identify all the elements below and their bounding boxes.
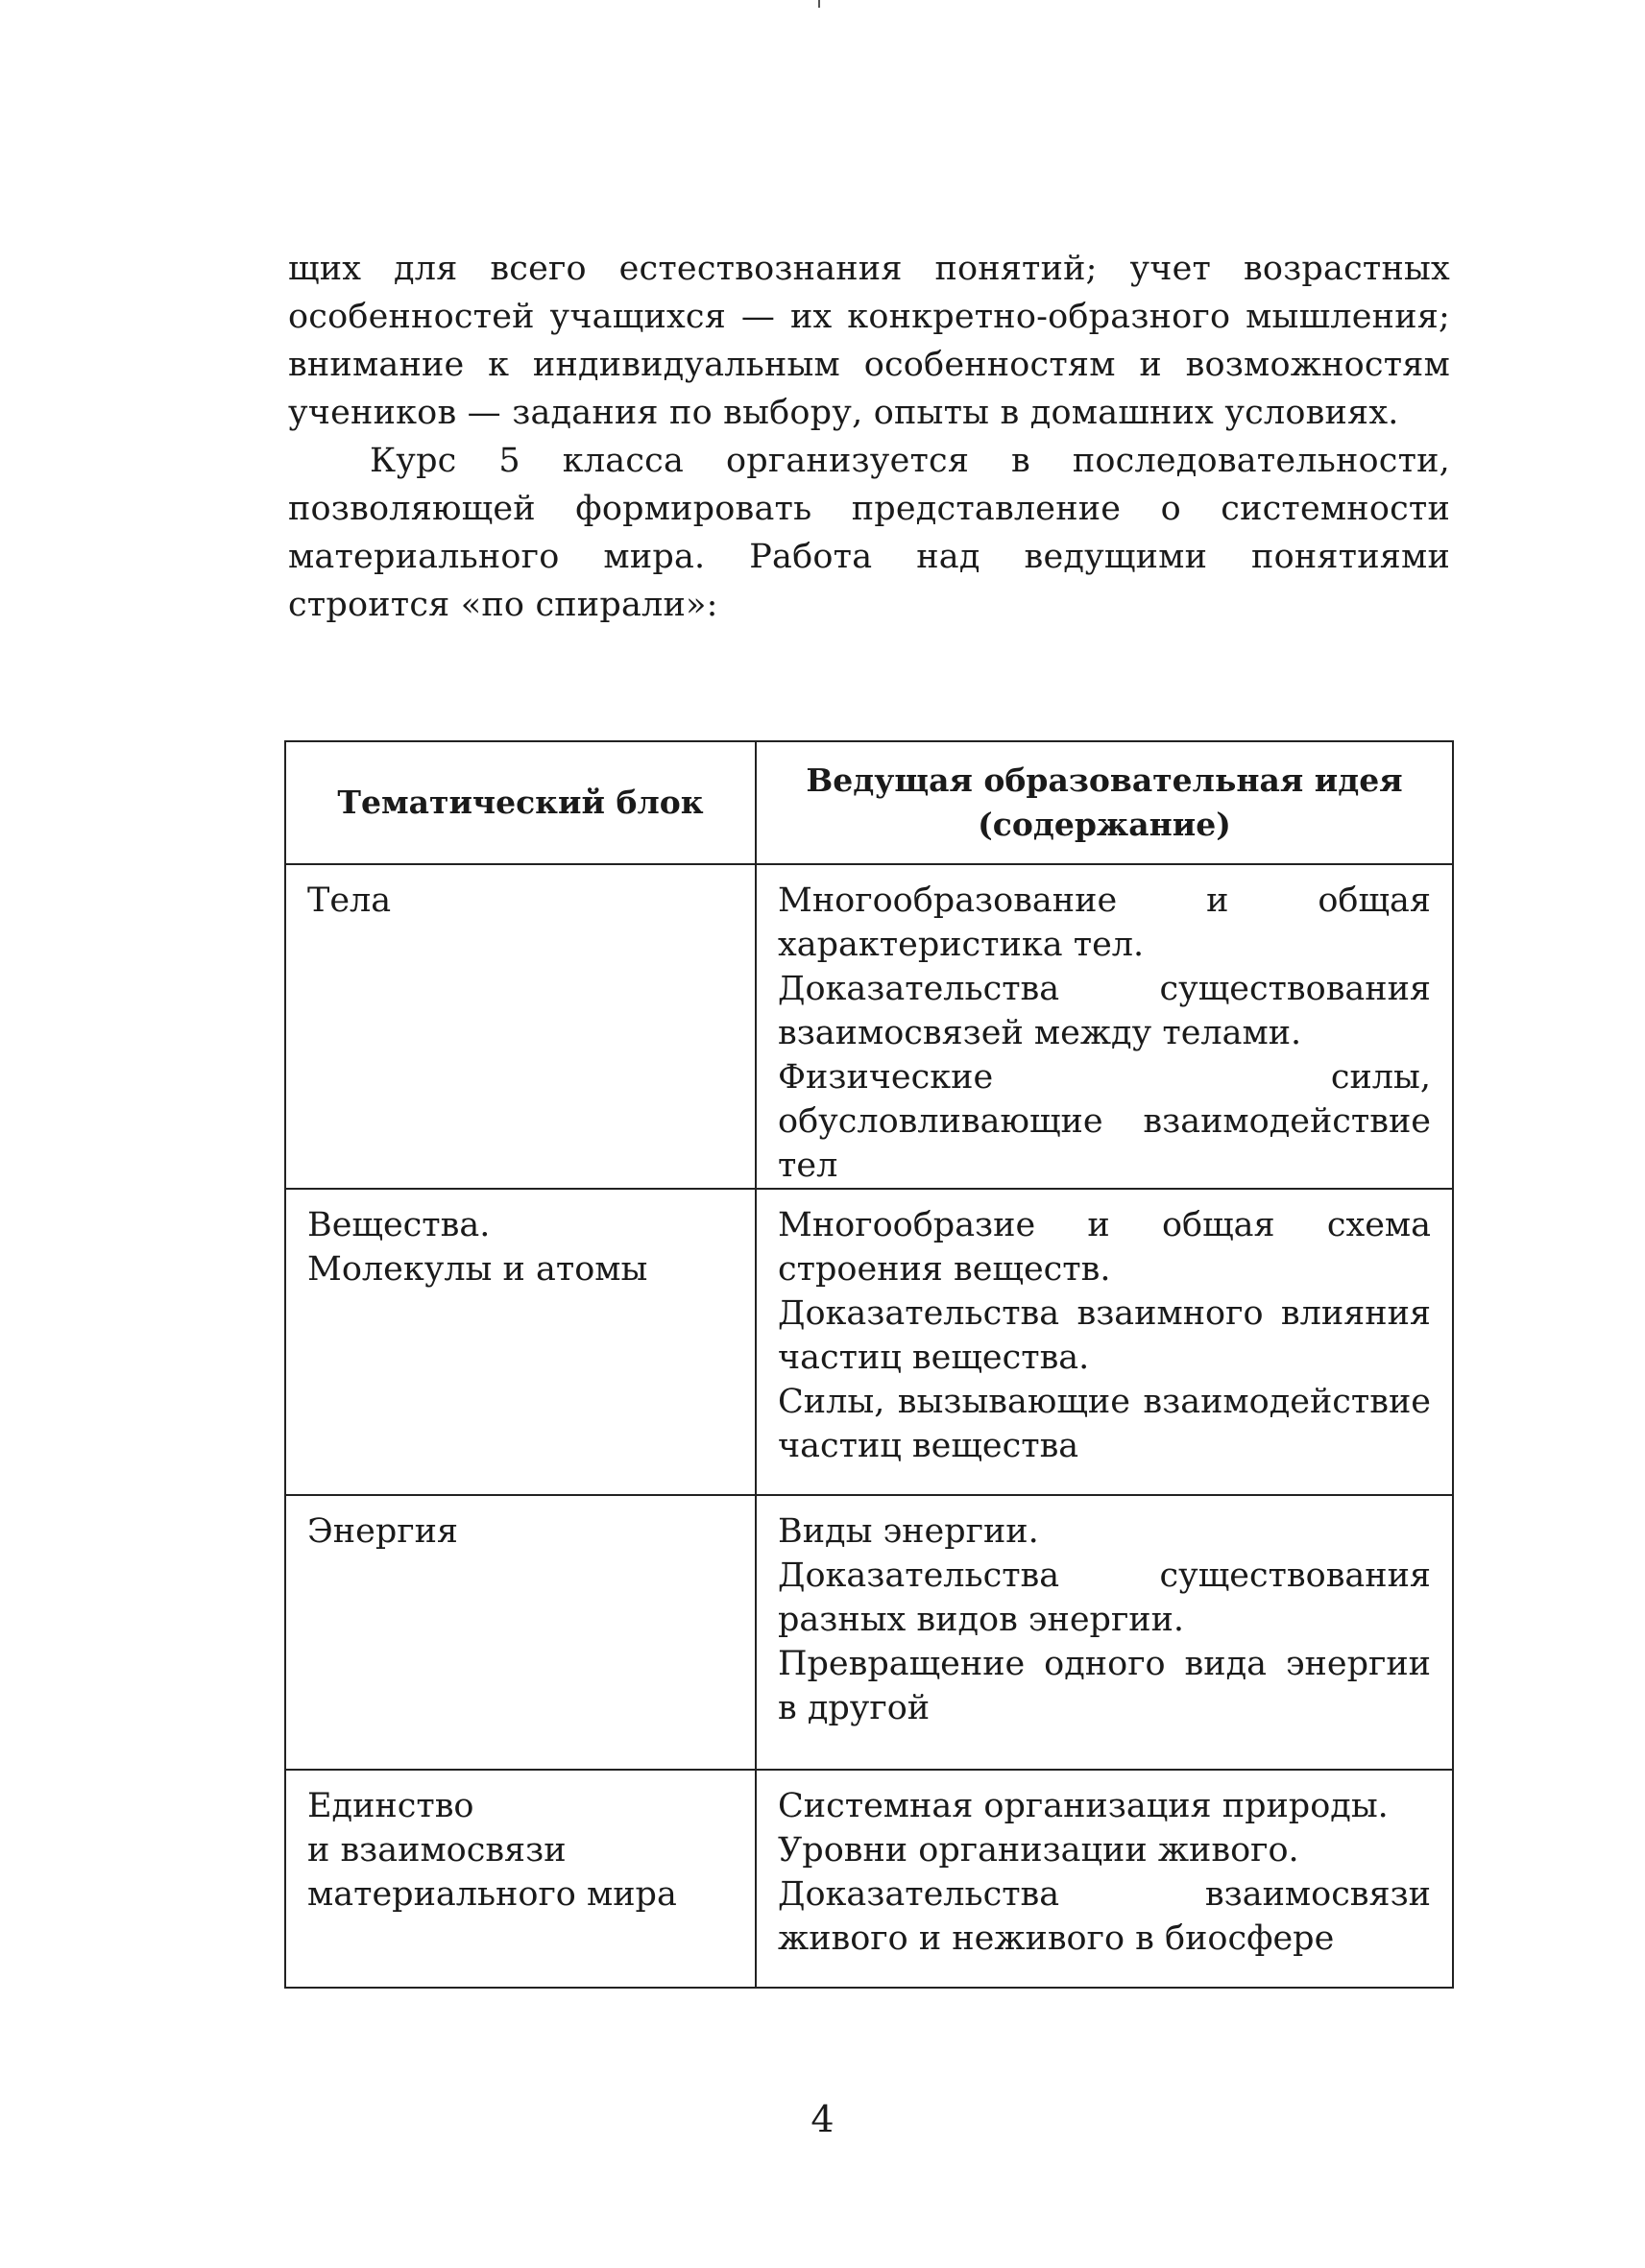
block-label: и взаимосвязи (307, 1831, 567, 1870)
idea-cell (756, 1770, 1453, 1988)
block-label: Энергия (307, 1512, 458, 1551)
table-row (285, 864, 1453, 1189)
idea-line: Уровни организации живого. (778, 1831, 1299, 1870)
block-label: Молекулы и атомы (307, 1250, 648, 1289)
idea-line: Доказательства существования разных видов энергии. (778, 1556, 1431, 1639)
block-label: Единство (307, 1787, 474, 1825)
crop-mark (818, 0, 820, 8)
idea-cell (756, 1495, 1453, 1770)
idea-line: Многообразие и общая схема строения веществ. (778, 1206, 1431, 1289)
page-number: 4 (810, 2098, 835, 2140)
block-label: материального мира (307, 1875, 677, 1914)
block-cell (285, 1770, 756, 1988)
block-cell (285, 1189, 756, 1495)
table-row (285, 1189, 1453, 1495)
idea-cell (756, 1189, 1453, 1495)
idea-line: Превращение одного вида энергии в другой (778, 1645, 1431, 1727)
paragraph-course-description: Курс 5 класса организуется в последовательности, позволяющей формировать представление о системности материального мира. Работа над ведущими понятиями строится «по спирали»: (288, 442, 1450, 624)
block-label: Тела (307, 881, 392, 920)
header-thematic-block: Тематический блок (285, 741, 756, 864)
table-row (285, 1770, 1453, 1988)
table-header-row (285, 741, 1453, 864)
header-leading-idea: Ведущая образовательная идея (содержание) (756, 741, 1453, 864)
idea-line: Силы, вызывающие взаимодействие частиц вещества (778, 1383, 1431, 1465)
idea-cell (756, 864, 1453, 1189)
idea-line: Доказательства взаимного влияния частиц вещества. (778, 1294, 1431, 1377)
idea-line: Доказательства взаимосвязи живого и неживого в биосфере (778, 1875, 1431, 1958)
idea-line: Системная организация природы. (778, 1787, 1389, 1825)
idea-line: Доказательства существования взаимосвязей между телами. (778, 970, 1431, 1052)
paragraph-continuation: щих для всего естествознания понятий; учет возрастных особенностей учащихся — их конкретно-образного мышления; внимание к индивидуальным особенностям и возможностям учеников — задания по выбору, опыты в домашних условиях. (288, 250, 1450, 432)
table-row (285, 1495, 1453, 1770)
idea-line: Виды энергии. (778, 1512, 1039, 1551)
thematic-blocks-table (284, 740, 1454, 1989)
block-cell (285, 1495, 756, 1770)
body-text (288, 245, 1450, 629)
idea-line: Многообразование и общая характеристика тел. (778, 881, 1431, 964)
block-label: Вещества. (307, 1206, 491, 1244)
block-cell (285, 864, 756, 1189)
idea-line: Физические силы, обусловливающие взаимодействие тел (778, 1058, 1431, 1185)
